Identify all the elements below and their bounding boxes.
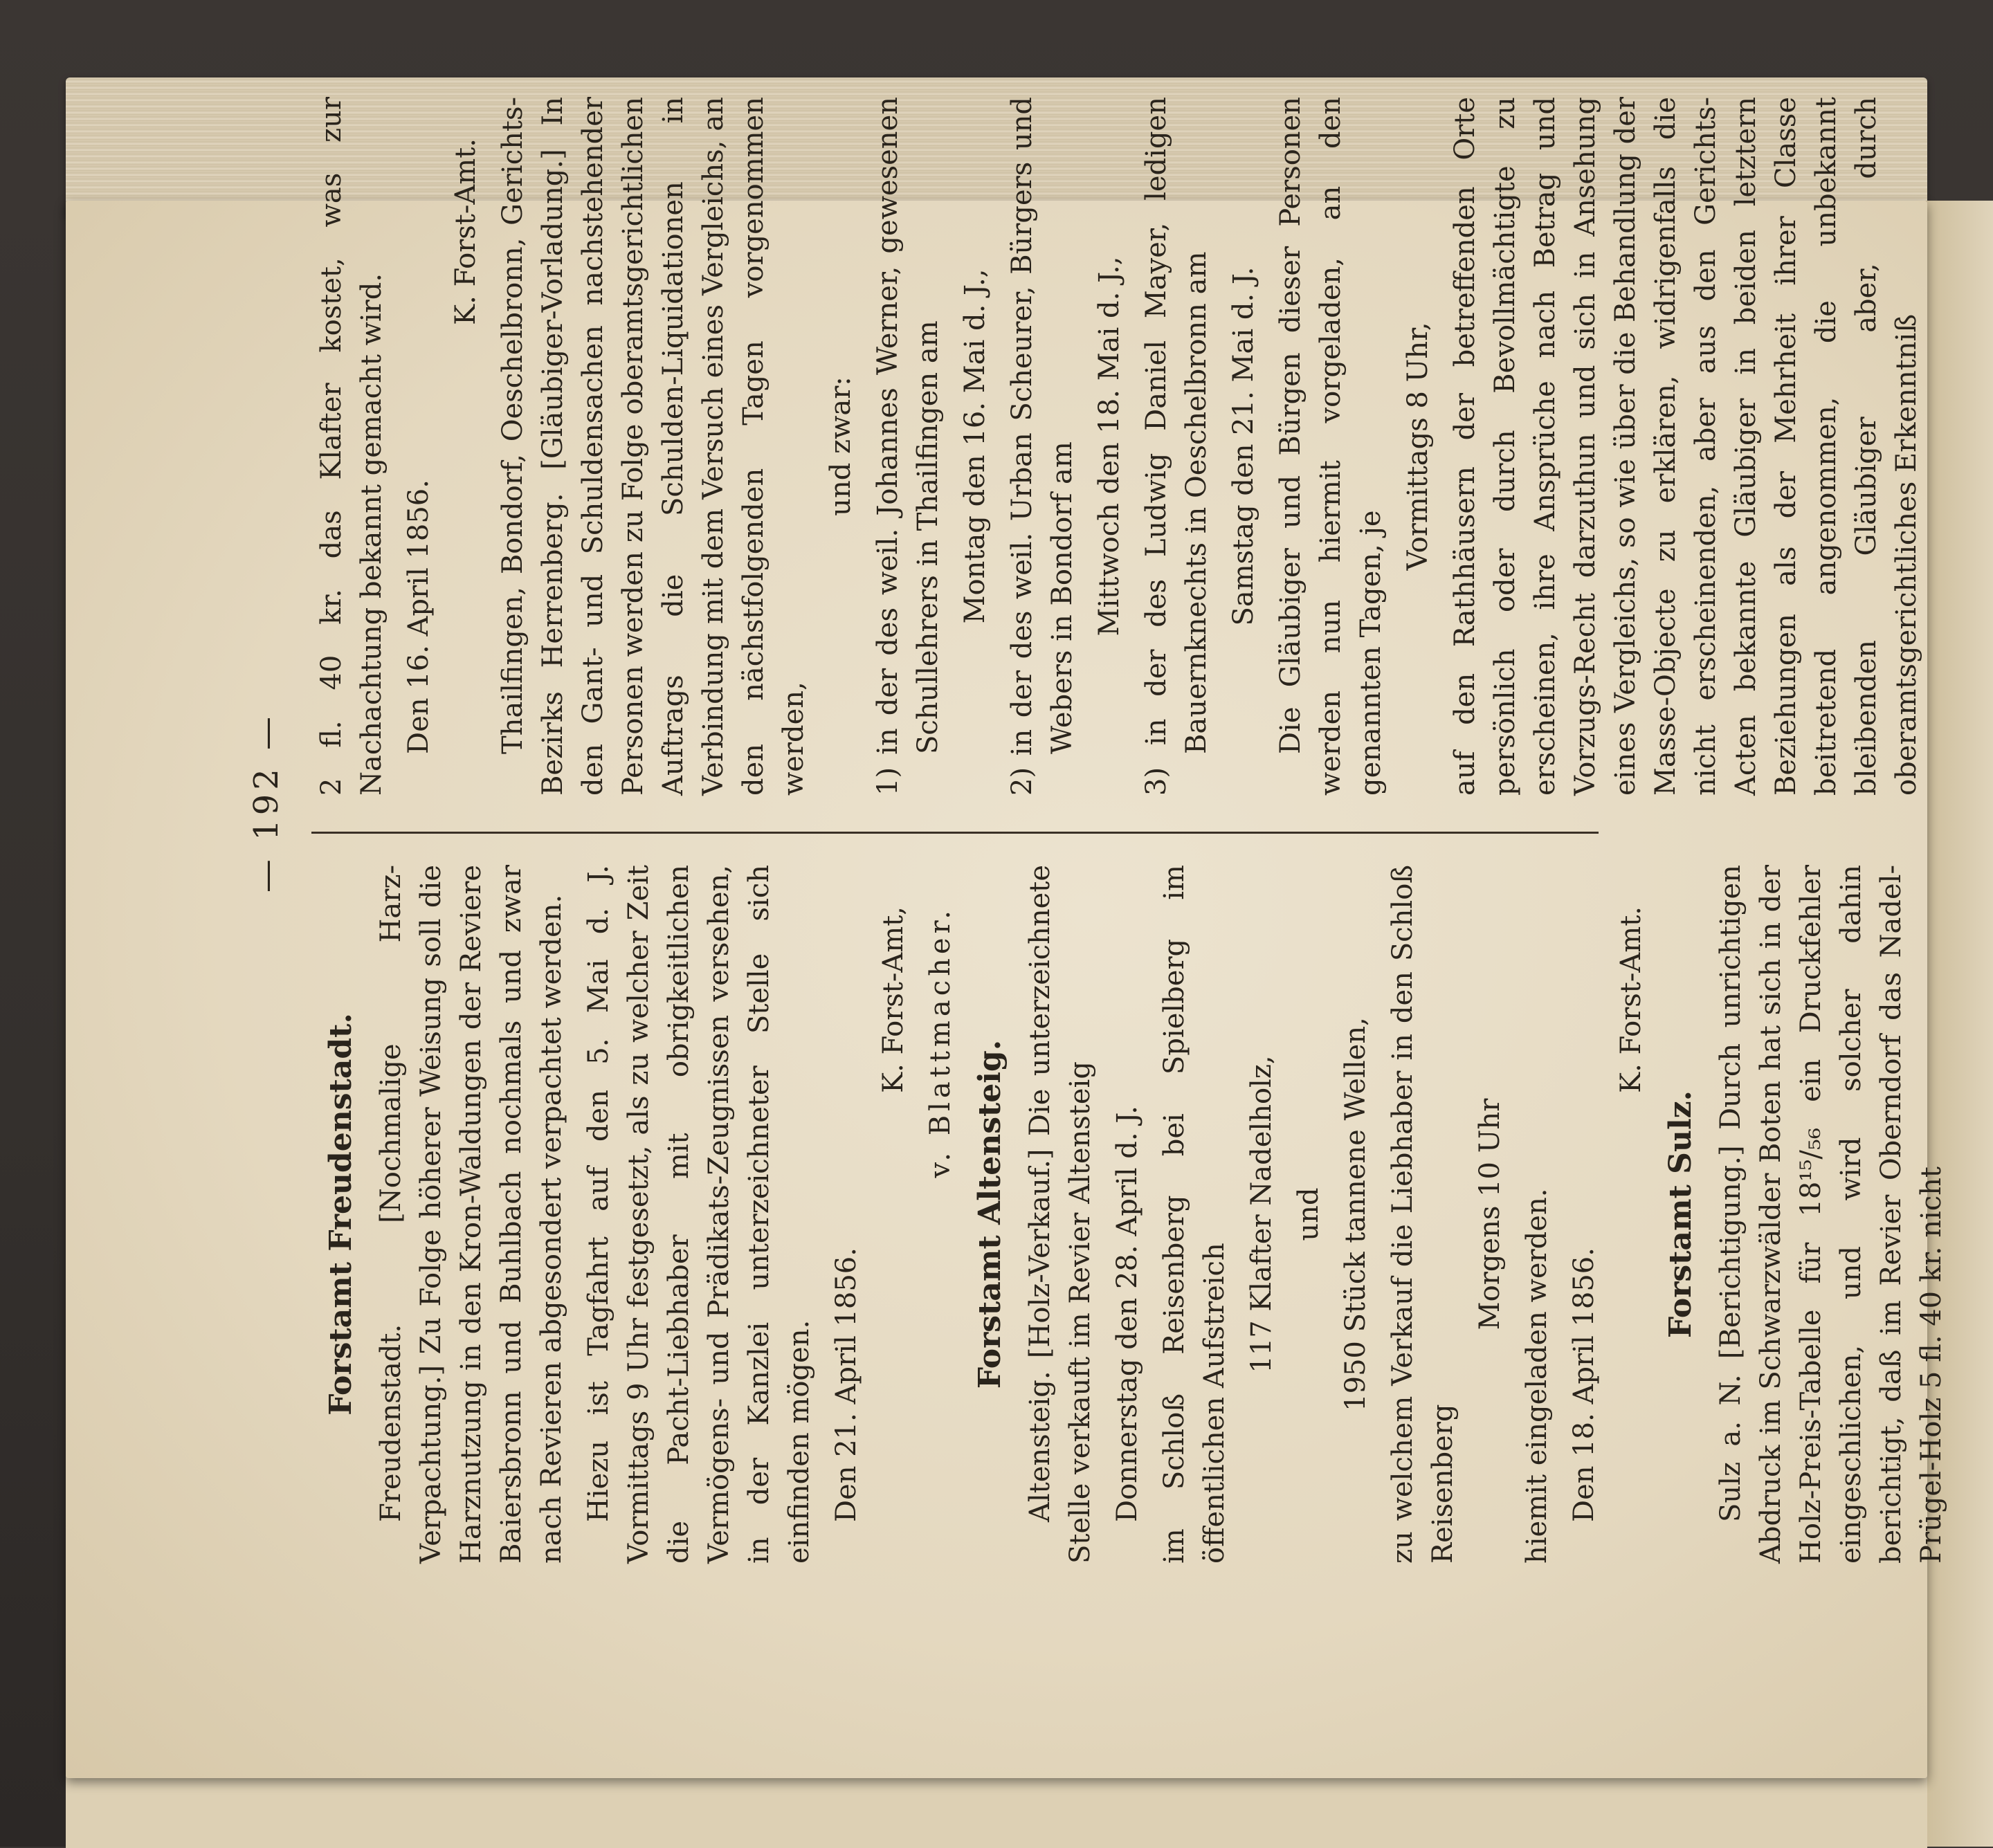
date-line: Den 21. April 1856. <box>830 1247 862 1522</box>
paragraph: auf den Rathhäusern der betreffenden Orte persönlich oder durch Bevollmächtigte zu erscheinen, ihre Ansprüche nach Betrag und Vorzugs-Recht darzuthun und sich in Ansehung eines Vergleichs, so wie über die Behandlung der Masse-Objecte zu erklären, widrigenfalls die nicht erscheinenden, aber aus den Gerichts-Acten bekannte Gläubiger in beiden letztern Beziehungen als der Mehrheit ihrer Classe beitretend angenommen, die unbekannt bleibenden Gläubiger aber, durch oberamtsgerichtliches Erkenntniß <box>1449 97 1922 796</box>
item-line: 117 Klafter Nadelholz, <box>1246 1055 1277 1373</box>
section-heading: Forstamt Sulz. <box>1663 1090 1698 1338</box>
date-line: Den 16. April 1856. <box>403 479 435 754</box>
date-line: Samstag den 21. Mai d. J. <box>1228 266 1259 626</box>
paragraph: Die Gläubiger und Bürgen dieser Personen werden nun hiermit vorgeladen, an den genannten Tagen, je <box>1275 97 1387 796</box>
time-line: Morgens 10 Uhr <box>1474 1098 1506 1330</box>
paragraph: 2 fl. 40 kr. das Klafter kostet, was zur Nachachtung bekannt gemacht wird. <box>316 97 388 796</box>
date-line: Montag den 16. Mai d. J., <box>959 268 991 624</box>
paragraph: Freudenstadt. [Nochmalige Harz-Verpachtung.] Zu Folge höherer Weisung soll die Harznutzung in den Kron-Waldungen der Reviere Baiersbronn und Buhlbach nochmals und zwar nach Revieren abgesondert verpachtet werden. <box>375 865 567 1564</box>
signature: K. Forst-Amt, <box>877 906 909 1093</box>
section-heading: Forstamt Freudenstadt. <box>323 1013 358 1416</box>
page-number: — 192 — <box>247 712 286 893</box>
paragraph: zu welchem Verkauf die Liebhaber in den Schloß Reisenberg <box>1387 865 1459 1564</box>
signature-name: v. Blattmacher. <box>925 906 956 1178</box>
item-line: 1950 Stück tannene Wellen, <box>1340 1017 1372 1411</box>
list-item: 1) in der des weil. Johannes Werner, gewesenen Schullehrers in Thailfingen am <box>872 97 944 796</box>
paragraph: Sulz a. N. [Berichtigung.] Durch unrichtigen Abdruck im Schwarzwälder Boten hat sich in der Holz-Preis-Tabelle für 18¹⁵/₅₆ ein Druckfehler eingeschlichen, und wird solcher dahin berichtigt, daß im Revier Oberndorf das Nadel-Prügel-Holz 5 fl. 40 kr. nicht <box>1715 865 1947 1564</box>
left-column <box>311 865 1947 1564</box>
paragraph: hiemit eingeladen werden. <box>1521 1188 1553 1564</box>
signature: K. Forst-Amt. <box>450 138 482 325</box>
column-divider <box>311 832 1599 834</box>
paragraph: im Schloß Reisenberg bei Spielberg im öffentlichen Aufstreich <box>1158 865 1230 1564</box>
right-column <box>311 97 1922 796</box>
date-line: Donnerstag den 28. April d. J. <box>1111 1106 1143 1522</box>
rotated-text-block <box>235 42 1947 1564</box>
section-heading: Forstamt Altensteig. <box>972 1039 1008 1389</box>
list-item: 2) in der des weil. Urban Scheurer, Bürgers und Webers in Bondorf am <box>1006 97 1078 796</box>
signature: K. Forst-Amt. <box>1615 906 1647 1093</box>
date-line: Mittwoch den 18. Mai d. J., <box>1093 256 1125 637</box>
time-line: Vormittags 8 Uhr, <box>1402 322 1434 571</box>
paragraph: Altensteig. [Holz-Verkauf.] Die unterzeichnete Stelle verkauft im Revier Altensteig <box>1024 865 1096 1564</box>
item-line: und zwar: <box>825 376 857 516</box>
date-line: Den 18. April 1856. <box>1568 1247 1600 1522</box>
paragraph: Thailfingen, Bondorf, Oeschelbronn, Gerichts-Bezirks Herrenberg. [Gläubiger-Vorladung.] In den Gant- und Schuldensachen nachstehender Personen werden zu Folge oberamtsgerichtlichen Auftrags die Schulden-Liquidationen in Verbindung mit dem Versuch eines Vergleichs, an den nächstfolgenden Tagen vorgenommen werden, <box>497 97 810 796</box>
paragraph: Hiezu ist Tagfahrt auf den 5. Mai d. J. Vormittags 9 Uhr festgesetzt, als zu welcher Zeit die Pacht-Liebhaber mit obrigkeitlichen Vermögens- und Prädikats-Zeugnissen versehen, in der Kanzlei unterzeichneter Stelle sich einfinden mögen. <box>583 865 815 1564</box>
list-item: 3) in der des Ludwig Daniel Mayer, ledigen Bauernknechts in Oeschelbronn am <box>1140 97 1212 796</box>
item-line: und <box>1293 1187 1325 1241</box>
